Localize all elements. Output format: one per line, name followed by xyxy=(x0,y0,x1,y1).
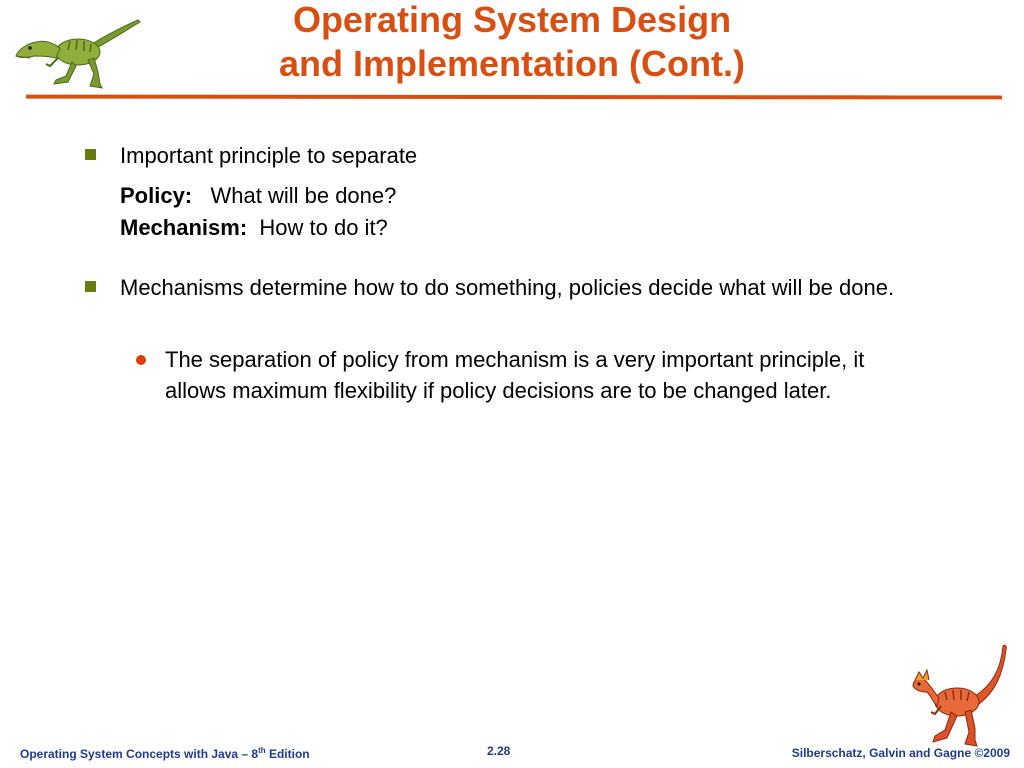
round-bullet-icon xyxy=(136,355,146,365)
page-number: 2.28 xyxy=(487,744,511,758)
bullet-text: Important principle to separate xyxy=(120,143,418,168)
title-underline xyxy=(26,95,1002,100)
square-bullet-icon xyxy=(85,149,96,160)
sub-bullet-text: The separation of policy from mechanism is a very important principle, it allows maximum flexibility if policy decisions are to be changed later. xyxy=(165,347,865,403)
footer-book-title-suffix: Edition xyxy=(265,747,310,761)
red-dinosaur-icon xyxy=(905,640,1010,752)
slide-title xyxy=(0,0,1024,86)
definition-description: How to do it? xyxy=(259,215,388,240)
square-bullet-icon xyxy=(85,281,96,292)
definition-term: Policy: xyxy=(120,183,193,208)
title-line-2: and Implementation (Cont.) xyxy=(279,43,745,84)
definition-mechanism xyxy=(120,212,388,244)
footer-book-title-prefix: Operating System Concepts with Java – 8 xyxy=(20,747,259,761)
footer-book-title xyxy=(20,746,310,761)
footer-authors: Silberschatz, Galvin and Gagne ©2009 xyxy=(791,746,1010,760)
definition-policy xyxy=(120,180,396,212)
title-line-1: Operating System Design xyxy=(292,0,732,40)
definition-description: What will be done? xyxy=(210,183,397,208)
footer-edition-superscript: th xyxy=(258,746,266,755)
bullet-text: Mechanisms determine how to do something, policies decide what will be done. xyxy=(120,275,895,300)
definition-term: Mechanism: xyxy=(120,215,248,240)
